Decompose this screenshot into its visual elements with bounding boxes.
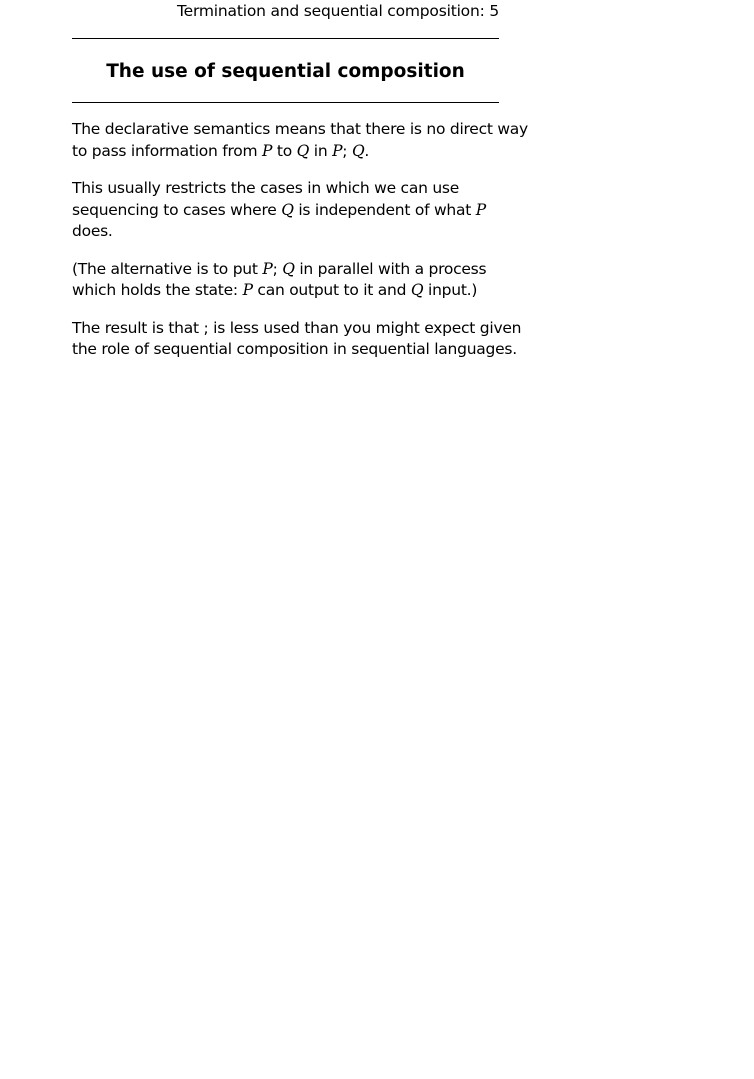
paragraph-line: sequencing to cases where Q is independent of what P <box>72 200 486 219</box>
paragraph-line: does. <box>72 222 113 240</box>
math-symbol: Q <box>351 141 365 160</box>
math-symbol: Q <box>296 141 310 160</box>
math-symbol: P <box>262 141 273 160</box>
title-rule-top <box>72 38 499 39</box>
paragraph-line: the role of sequential composition in sequential languages. <box>72 340 517 358</box>
paragraph-result <box>72 318 522 361</box>
slide-body <box>72 119 528 377</box>
paragraph-line: The declarative semantics means that there is no direct way <box>72 120 528 138</box>
paragraph-line: which holds the state: P can output to it and Q input.) <box>72 281 478 299</box>
paragraph-line: (The alternative is to put P; Q in parallel with a process <box>72 259 487 278</box>
math-symbol: Q <box>282 259 295 278</box>
math-symbol: P <box>332 141 343 160</box>
math-symbol: Q <box>410 281 424 299</box>
slide-title: The use of sequential composition <box>106 61 465 82</box>
paragraph-declarative-semantics <box>72 119 528 162</box>
math-symbol: P <box>475 200 486 219</box>
paragraph-restricts-cases <box>72 178 499 243</box>
paragraph-line: The result is that ; is less used than you might expect given <box>72 318 522 337</box>
math-symbol: P <box>262 259 273 278</box>
paragraph-line: This usually restricts the cases in which we can use <box>72 179 460 197</box>
math-symbol: P <box>242 281 253 299</box>
title-rule-bottom <box>72 102 499 103</box>
paragraph-alternative <box>72 259 499 302</box>
running-header: Termination and sequential composition: 5 <box>177 2 499 20</box>
math-symbol: Q <box>281 200 294 219</box>
paragraph-line: to pass information from P to Q in P; Q. <box>72 141 370 160</box>
